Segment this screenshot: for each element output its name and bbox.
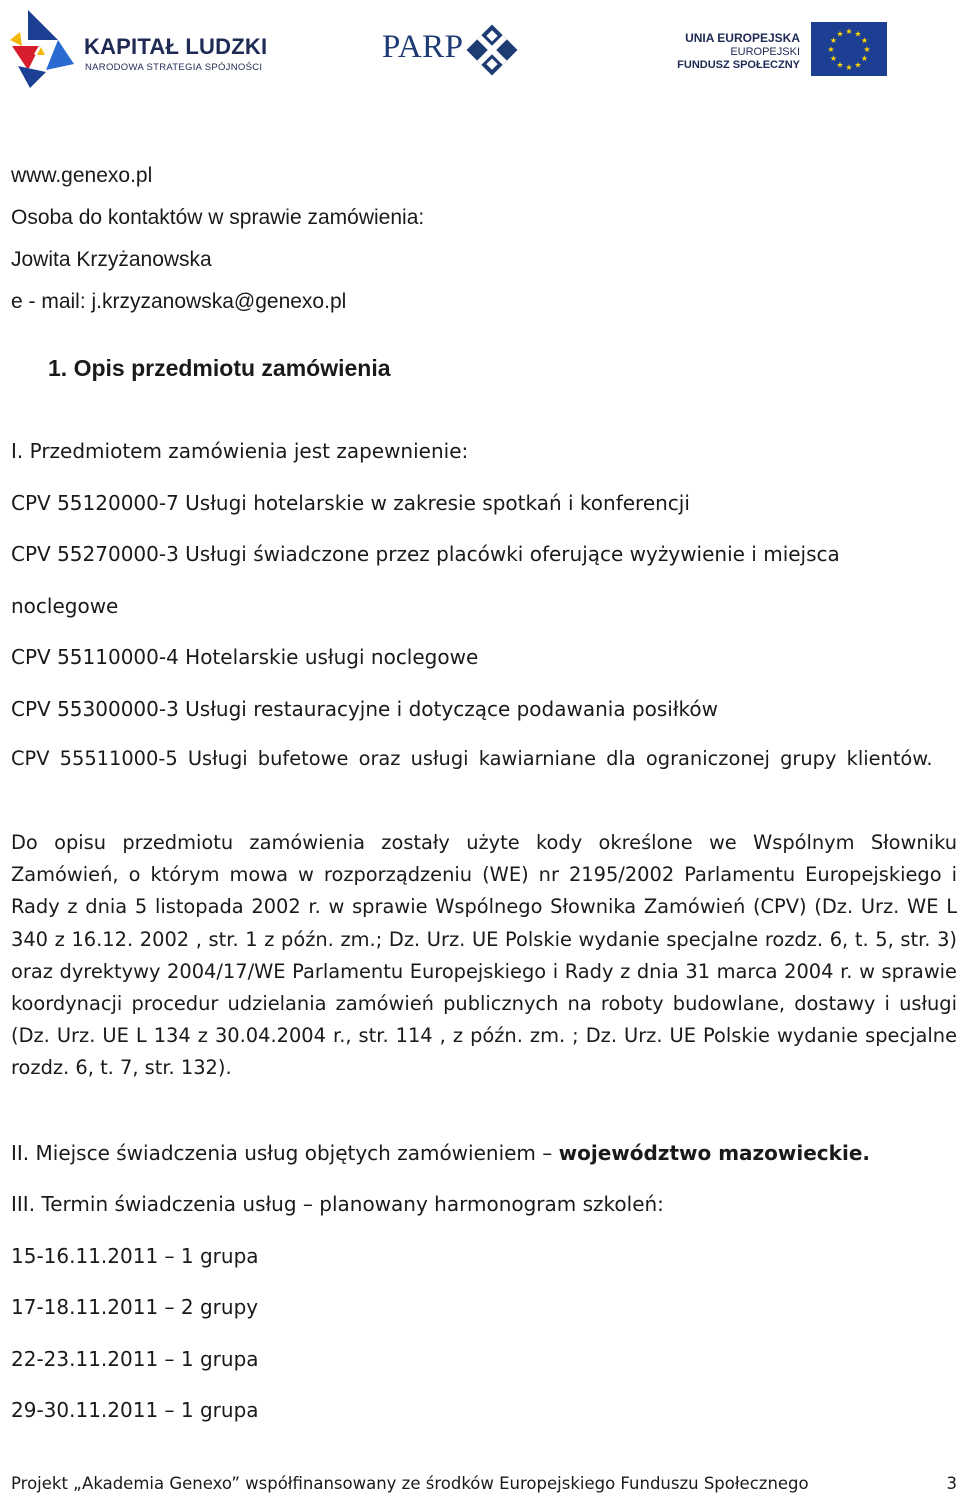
schedule-item-1: 15-16.11.2011 – 1 grupa [11, 1244, 259, 1268]
svg-text:★: ★ [845, 63, 853, 72]
website-link[interactable]: www.genexo.pl [11, 164, 153, 187]
svg-text:★: ★ [836, 60, 844, 70]
cpv-item-2: CPV 55270000-3 Usługi świadczone przez placówki oferujące wyżywienie i miejsca [11, 542, 840, 566]
kapital-ludzki-emblem-icon [10, 10, 74, 88]
schedule-item-2: 17-18.11.2011 – 2 grupy [11, 1295, 259, 1319]
parp-emblem-icon [464, 22, 520, 78]
kapital-ludzki-title: KAPITAŁ LUDZKI [84, 34, 268, 59]
schedule-item-3: 22-23.11.2011 – 1 grupa [11, 1347, 259, 1371]
cpv-description-paragraph: Do opisu przedmiotu zamówienia zostały użyte kody określone we Wspólnym Słowniku Zamówień, o którym mowa w rozporządzeniu (WE) nr 2195/2002 Parlamentu Europejskiego i Rady z dnia 5 listopada 2002 r. w sprawie Wspólnego Słownika Zamówień (CPV) (Dz. Urz. WE L 340 z 16.12. 2002 , str. 1 z późn. zm.; Dz. Urz. UE Polskie wydanie specjalne rozdz. 6, t. 5, str. 3) oraz dyrektywy 2004/17/WE Parlamentu Europejskiego i Rady z dnia 31 marca 2004 r. w sprawie koordynacji procedur udzielania zamówień publicznych na roboty budowlane, dostawy i usługi (Dz. Urz. UE L 134 z 30.04.2004 r., str. 114 , z późn. zm. ; Dz. Urz. UE Polskie wydanie specjalne rozdz. 6, t. 7, str. 132). [11, 831, 957, 1080]
svg-text:★: ★ [829, 36, 838, 45]
eu-fund-line2: FUNDUSZ SPOŁECZNY [677, 59, 800, 71]
cpv-item-5: CPV 55511000-5 Usługi bufetowe oraz usługi kawiarniane dla ograniczonej grupy klientów. [11, 747, 933, 770]
svg-text:★: ★ [863, 45, 871, 54]
svg-text:★: ★ [854, 60, 862, 70]
cpv-item-1: CPV 55120000-7 Usługi hotelarskie w zakresie spotkań i konferencji [11, 491, 690, 515]
eu-fund-line1: EUROPEJSKI [730, 46, 800, 58]
schedule-item-4: 29-30.11.2011 – 1 grupa [11, 1398, 259, 1422]
parp-logo [382, 22, 527, 78]
section-intro: I. Przedmiotem zamówienia jest zapewnienie: [11, 439, 469, 463]
cpv-item-2-cont: noclegowe [11, 594, 119, 618]
section-heading-opis: 1. Opis przedmiotu zamówienia [48, 355, 391, 381]
svg-text:★: ★ [827, 45, 835, 54]
page-number: 3 [946, 1474, 957, 1493]
section-miejsce [11, 1141, 870, 1165]
svg-text:★: ★ [836, 29, 844, 39]
kapital-ludzki-logo [10, 10, 268, 88]
svg-text:★: ★ [860, 54, 869, 63]
eu-flag-icon [811, 22, 887, 76]
cpv-item-4: CPV 55300000-3 Usługi restauracyjne i dotyczące podawania posiłków [11, 697, 719, 721]
contact-name: Jowita Krzyżanowska [11, 248, 212, 271]
section-miejsce-region: województwo mazowieckie. [558, 1141, 870, 1165]
footer-project-text: Projekt „Akademia Genexo” współfinansowany ze środków Europejskiego Funduszu Społecznego [11, 1474, 809, 1493]
cpv-item-3: CPV 55110000-4 Hotelarskie usługi noclegowe [11, 645, 479, 669]
parp-wordmark: PARP [382, 29, 464, 65]
svg-text:★: ★ [845, 27, 853, 36]
eu-title: UNIA EUROPEJSKA [685, 31, 800, 45]
contact-label: Osoba do kontaktów w sprawie zamówienia: [11, 206, 425, 229]
eu-logo [677, 22, 888, 78]
svg-text:★: ★ [829, 54, 838, 63]
svg-text:★: ★ [860, 36, 869, 45]
contact-email[interactable]: e - mail: j.krzyzanowska@genexo.pl [11, 290, 347, 313]
section-termin: III. Termin świadczenia usług – planowany harmonogram szkoleń: [11, 1192, 664, 1216]
svg-text:★: ★ [854, 29, 862, 39]
page-footer [11, 1472, 957, 1496]
section-miejsce-text: II. Miejsce świadczenia usług objętych zamówieniem – [11, 1141, 559, 1165]
kapital-ludzki-subtitle: NARODOWA STRATEGIA SPÓJNOŚCI [85, 62, 263, 73]
